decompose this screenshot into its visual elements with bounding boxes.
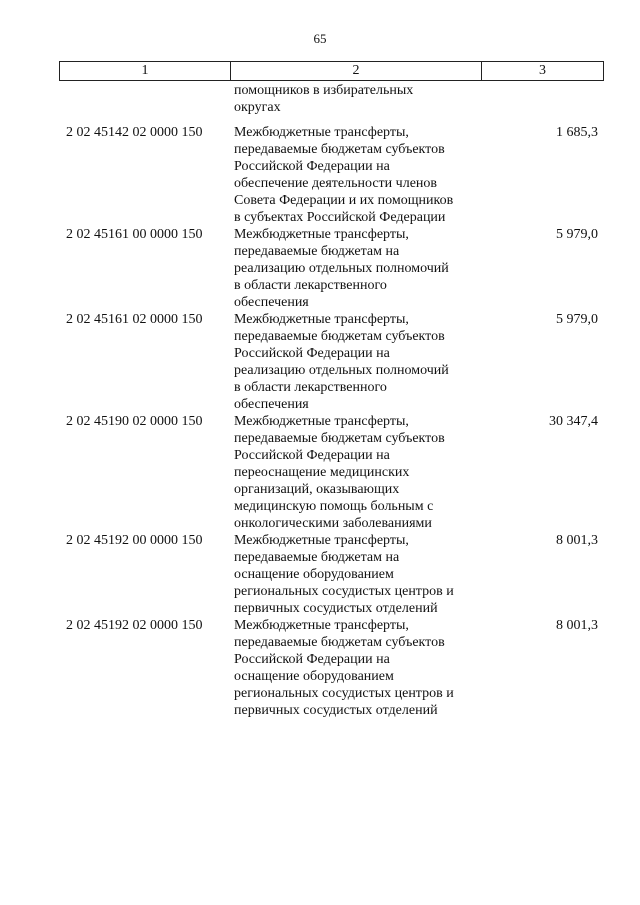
amount: 1 685,3 [556, 125, 598, 140]
description-line: обеспечение деятельности членов [234, 176, 438, 191]
description [234, 311, 484, 413]
description-line: передаваемые бюджетам на [234, 244, 400, 259]
description-line: реализацию отдельных полномочий [234, 261, 449, 276]
description-line: первичных сосудистых отделений [234, 703, 438, 718]
amount: 8 001,3 [556, 533, 598, 548]
header-col-1: 1 [60, 62, 231, 81]
description-line: организаций, оказывающих [234, 482, 400, 497]
description-line: в области лекарственного [234, 380, 387, 395]
amount: 30 347,4 [549, 414, 598, 429]
header-col-2: 2 [231, 62, 482, 81]
description-line: переоснащение медицинских [234, 465, 410, 480]
header-col-3: 3 [482, 62, 604, 81]
description-line: региональных сосудистых центров и [234, 686, 454, 701]
description-line: в субъектах Российской Федерации [234, 210, 446, 225]
description-line: передаваемые бюджетам субъектов [234, 142, 445, 157]
description-line: передаваемые бюджетам субъектов [234, 635, 445, 650]
description-line: реализацию отдельных полномочий [234, 363, 449, 378]
description-line: обеспечения [234, 295, 309, 310]
table-row [0, 311, 640, 413]
table-row [0, 226, 640, 311]
amount: 5 979,0 [556, 227, 598, 242]
table-body [0, 124, 640, 719]
page-number: 65 [313, 31, 327, 46]
description-line: передаваемые бюджетам на [234, 550, 400, 565]
continuation-line: помощников в избирательных [234, 83, 414, 98]
description [234, 413, 484, 532]
description-line: региональных сосудистых центров и [234, 584, 454, 599]
table-row [0, 124, 640, 226]
description-line: Российской Федерации на [234, 159, 390, 174]
table-row [0, 532, 640, 617]
description-line: в области лекарственного [234, 278, 387, 293]
amount: 8 001,3 [556, 618, 598, 633]
amount: 5 979,0 [556, 312, 598, 327]
table-row [0, 617, 640, 719]
description-line: Межбюджетные трансферты, [234, 618, 409, 633]
description-line: Межбюджетные трансферты, [234, 312, 409, 327]
continuation-line: округах [234, 100, 281, 115]
description-line: обеспечения [234, 397, 309, 412]
description [234, 226, 484, 311]
description-line: Совета Федерации и их помощников [234, 193, 454, 208]
description [234, 124, 484, 226]
description-line: передаваемые бюджетам субъектов [234, 329, 445, 344]
description-line: первичных сосудистых отделений [234, 601, 438, 616]
description-line: Российской Федерации на [234, 448, 390, 463]
budget-code: 2 02 45192 00 0000 150 [66, 533, 203, 548]
budget-code: 2 02 45161 02 0000 150 [66, 312, 203, 327]
table-header [59, 61, 604, 81]
description-line: медицинскую помощь больным с [234, 499, 434, 514]
description-line: Межбюджетные трансферты, [234, 125, 409, 140]
description-line: оснащение оборудованием [234, 567, 394, 582]
description-line: оснащение оборудованием [234, 669, 394, 684]
budget-code: 2 02 45161 00 0000 150 [66, 227, 203, 242]
description-line: передаваемые бюджетам субъектов [234, 431, 445, 446]
description [234, 532, 484, 617]
description-line: Межбюджетные трансферты, [234, 414, 409, 429]
description-line: Межбюджетные трансферты, [234, 533, 409, 548]
description [234, 617, 484, 719]
budget-code: 2 02 45142 02 0000 150 [66, 125, 203, 140]
description-line: онкологическими заболеваниями [234, 516, 432, 531]
description-line: Российской Федерации на [234, 346, 390, 361]
budget-code: 2 02 45192 02 0000 150 [66, 618, 203, 633]
description-line: Российской Федерации на [234, 652, 390, 667]
budget-code: 2 02 45190 02 0000 150 [66, 414, 203, 429]
table-row [0, 413, 640, 532]
description-line: Межбюджетные трансферты, [234, 227, 409, 242]
continuation-text [234, 82, 484, 116]
